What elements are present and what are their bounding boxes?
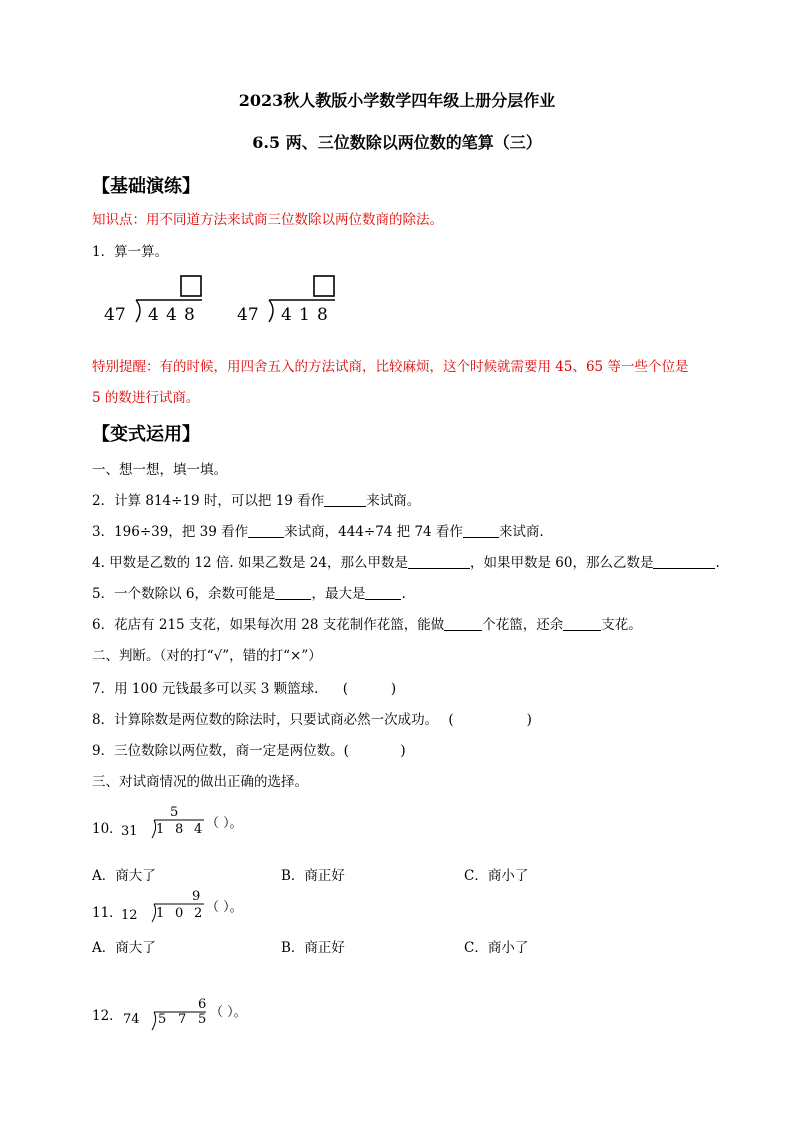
knowledge-point: 知识点：用不同道方法来试商三位数除以两位数商的除法。	[92, 212, 443, 228]
answer-parenthesis[interactable]: ( )	[343, 743, 406, 759]
question-9: 9．三位数除以两位数，商一定是两位数。( )	[92, 743, 406, 759]
option-b[interactable]: B．商正好	[281, 940, 345, 956]
divisor: 74	[123, 1012, 140, 1027]
question-3: 3．196÷39，把 39 看作 来试商，444÷74 把 74 看作 来试商.	[92, 524, 544, 540]
dividend-digit: 1	[156, 822, 165, 837]
document-subtitle: 6.5 两、三位数除以两位数的笔算（三）	[252, 133, 542, 152]
answer-blank[interactable]	[463, 523, 499, 538]
long-division-1	[100, 270, 220, 330]
question-12-division	[118, 994, 278, 1036]
tip-line-1: 特别提醒：有的时候，用四舍五入的方法试商，比较麻烦，这个时候就需要用 45、65 等一些个位是	[92, 359, 689, 375]
answer-parenthesis[interactable]: （ ）。	[206, 900, 243, 915]
section-heading-basic: 【基础演练】	[92, 176, 200, 197]
document-title: 2023秋人教版小学数学四年级上册分层作业	[238, 91, 556, 110]
divisor: 31	[121, 824, 138, 839]
division-bracket	[152, 1012, 156, 1030]
answer-parenthesis[interactable]: （ ）。	[210, 1005, 247, 1020]
question-2: 2．计算 814÷19 时，可以把 19 看作 来试商。	[92, 493, 421, 509]
option-b[interactable]: B．商正好	[281, 868, 345, 884]
dividend-digit: 5	[198, 1012, 207, 1027]
question-12-number: 12．	[92, 1008, 123, 1024]
dividend-digit: 4	[148, 305, 159, 325]
dividend-digit: 1	[156, 906, 165, 921]
question-5: 5．一个数除以 6，余数可能是 ，最大是 .	[92, 586, 406, 602]
dividend-digit: 4	[194, 822, 203, 837]
answer-parenthesis[interactable]: （ ）。	[206, 816, 243, 831]
answer-blank[interactable]	[408, 554, 470, 569]
dividend-digit: 7	[178, 1012, 187, 1027]
quotient: 9	[192, 889, 201, 904]
question-7: 7．用 100 元钱最多可以买 3 颗篮球. ( )	[92, 681, 397, 697]
dividend-digit: 8	[317, 305, 328, 325]
option-c[interactable]: C．商小了	[464, 940, 529, 956]
question-11-number: 11．	[92, 905, 123, 921]
division-bracket	[269, 300, 273, 322]
option-a[interactable]: A．商大了	[92, 868, 156, 884]
quotient: 5	[170, 805, 179, 820]
question-11-division	[118, 884, 278, 926]
answer-blank[interactable]	[444, 616, 482, 631]
part-2-heading: 二、判断。（对的打“√”，错的打“×”）	[92, 648, 322, 664]
answer-parenthesis[interactable]: ( )	[448, 712, 532, 728]
division-bracket	[136, 300, 140, 322]
answer-box[interactable]	[314, 276, 334, 296]
tip-line-2: 5 的数进行试商。	[92, 390, 200, 406]
dividend-digit: 0	[175, 906, 184, 921]
option-c[interactable]: C．商小了	[464, 868, 529, 884]
answer-blank[interactable]	[248, 523, 284, 538]
dividend-digit: 4	[166, 305, 177, 325]
dividend-digit: 4	[281, 305, 292, 325]
long-division-2	[233, 270, 353, 330]
answer-parenthesis[interactable]: ( )	[342, 681, 397, 697]
question-8: 8．计算除数是两位数的除法时，只要试商必然一次成功。 ( )	[92, 712, 532, 728]
question-1: 1．算一算。	[92, 244, 169, 260]
answer-box[interactable]	[181, 276, 201, 296]
dividend-digit: 8	[175, 822, 184, 837]
section-heading-variant: 【变式运用】	[92, 424, 200, 445]
question-6: 6．花店有 215 支花，如果每次用 28 支花制作花篮，能做 个花篮，还余 支花。	[92, 617, 642, 633]
dividend-digit: 8	[184, 305, 195, 325]
dividend-digit: 2	[194, 906, 203, 921]
answer-blank[interactable]	[563, 616, 601, 631]
answer-blank[interactable]	[324, 492, 366, 507]
divisor: 12	[121, 908, 138, 923]
part-1-heading: 一、想一想，填一填。	[92, 462, 227, 478]
question-10-division	[118, 800, 278, 842]
quotient: 6	[198, 997, 207, 1012]
part-3-heading: 三、对试商情况的做出正确的选择。	[92, 774, 308, 790]
answer-blank[interactable]	[653, 554, 715, 569]
question-4: 4. 甲数是乙数的 12 倍. 如果乙数是 24，那么甲数是 ，如果甲数是 60，那么乙数是 .	[92, 555, 720, 571]
divisor: 47	[104, 305, 126, 325]
option-a[interactable]: A．商大了	[92, 940, 156, 956]
dividend-digit: 1	[299, 305, 310, 325]
answer-blank[interactable]	[275, 585, 311, 600]
dividend-digit: 5	[158, 1012, 167, 1027]
answer-blank[interactable]	[365, 585, 401, 600]
divisor: 47	[237, 305, 259, 325]
question-10-number: 10．	[92, 821, 123, 837]
